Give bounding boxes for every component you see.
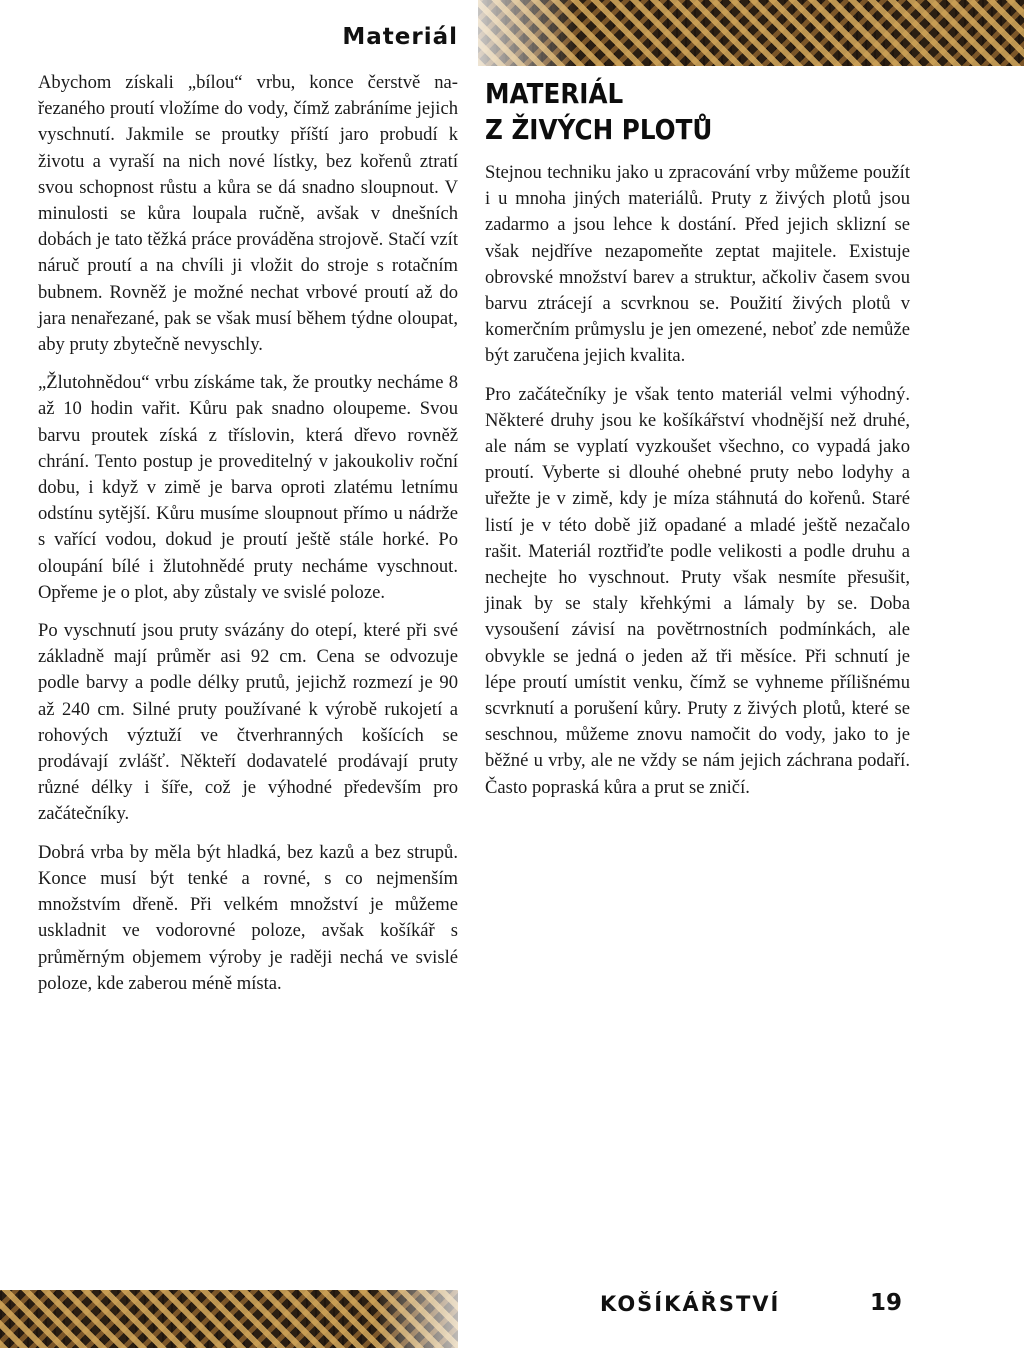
page-footer [600,1290,910,1322]
woven-pattern-top [478,0,1024,66]
heading-line: Z ŽIVÝCH PLOTŮ [485,113,713,146]
paragraph: „Žlutohnědou“ vrbu získáme tak, že proutky necháme 8 až 10 hodin vařit. Kůru pak snadno oloupeme. Svou barvu proutek získá z tříslovin, která dřevo rovněž chrání. Tento postup je proveditelný v jakoukoliv roční dobu, i když v zimě je barva oproti zlatému letnímu odstínu sytější. Kůru musíme sloupnout přímo u nádrže s vařící vodou, dokud je proutí ještě stále horké. Po oloupání bílé i žlutohnědé pruty necháme vyschnout. Opřeme je o plot, aby zůstaly ve svislé poloze. [38,372,458,603]
right-column [485,76,910,813]
article-heading [485,76,859,148]
section-title: Materiál [342,24,458,50]
paragraph: Po vyschnutí jsou pruty svázány do otepí, které při své základně mají průměr asi 92 cm. Cena se odvozuje podle barvy a podle délky prutů, jejichž rozmezí je 90 až 240 cm. Silné pruty používané k výrobě rukojetí a rohových výztuží ve čtverhranných košících se prodávají zvlášť. Někteří dodavatelé prodávají pruty různé délky i šíře, což je výhodné především pro začátečníky. [38,620,458,825]
woven-pattern-bottom [0,1290,458,1348]
page-number: 19 [869,1290,902,1316]
heading-line: MATERIÁL [485,77,624,110]
book-title: KOŠÍKÁŘSTVÍ [600,1292,781,1316]
paragraph: Pro začátečníky je však tento materiál velmi výhodný. Některé druhy jsou ke košíkářství vhodnější než druhé, ale nám se vyplatí vyzkoušet všechno, co vypadá jako proutí. Vyberte si dlouhé ohebné pruty nebo lodyhy a uřežte je v zimě, kdy je míza stáhnutá do kořenů. Staré listí je v této době již opadané a mladé ještě nezačalo rašit. Materiál roztřiďte podle velikosti a podle druhu a nechejte ho vyschnout. Pruty však nesmíte přesušit, jinak by se staly křehkými a lámaly by se. Doba vysoušení závisí na povětrnostních podmínkách, ale obvykle se jedná o jeden až tři měsíce. Při schnutí je lépe proutí umístit venku, čímž se vyhneme přílišnému scvrknutí a porušení kůry. Pruty z živých plotů, které se seschnou, můžeme znovu namočit do vody, jako to je běžné u vrby, ale ne vždy se nám jejich záchrana podaří. Často popraská kůra a prut se zničí. [485,383,910,798]
left-column [38,70,458,1009]
paragraph: Stejnou techniku jako u zpracování vrby můžeme použít i u mnoha jiných materiálů. Pruty z živých plotů jsou zadarmo a jsou lehce k dostání. Před jejich sklizní se však nejdříve nezapomeňte zeptat majitele. Existuje obrovské množství barev a struktur, ačkoliv časem svou barvu ztrácejí a scvrknou se. Použití živých plotů v komerčním průmyslu je jen omezené, neboť zde nemůže být zaručena jejich kvalita. [485,162,910,367]
paragraph: Abychom získali „bílou“ vrbu, konce čerstvě nařezaného proutí vložíme do vody, čímž zabráníme jejich vyschnutí. Jakmile se proutky příští jaro probudí k životu a vyraší na nich nové lístky, bez kořenů ztratí svou schopnost růstu a kůra se dá snadno sloupnout. V minulosti se kůra loupala ručně, avšak v dnešních dobách je tato těžká práce prováděna strojově. Stačí vzít náruč proutí a na chvíli ji vložit do stroje s rotačním bubnem. Rovněž je možné nechat vrbové proutí až do jara nenařezané, pak se však musí během týdne oloupat, aby pruty zbytečně nevyschly. [38,72,458,356]
paragraph: Dobrá vrba by měla být hladká, bez kazů a bez strupů. Konce musí být tenké a rovné, s co nejmenším množstvím dřeně. Při velkém množství je můžeme uskladnit ve vodorovné poloze, avšak košíkář s průměrným objemem výroby je raději nechá ve svislé poloze, kde zaberou méně místa. [38,841,458,994]
